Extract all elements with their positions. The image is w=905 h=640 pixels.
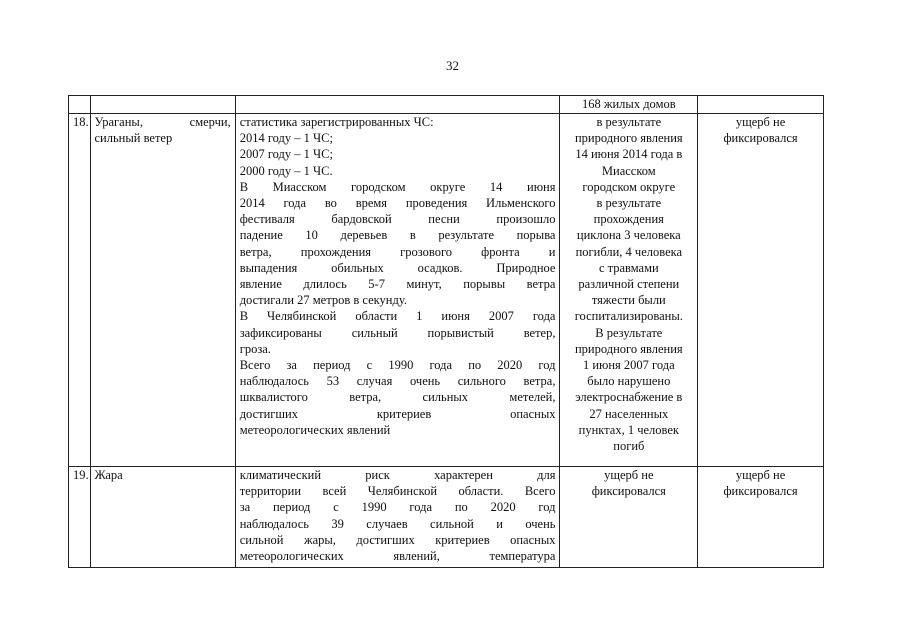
consequence-line: пунктах, 1 человек <box>578 422 679 437</box>
desc-line: за период с 1990 года по 2020 год <box>239 500 556 515</box>
cell-consequences <box>560 467 698 568</box>
cell-description <box>235 467 560 568</box>
desc-line: падение 10 деревьев в результате порыва <box>239 228 556 243</box>
desc-line: 2007 году – 1 ЧС; <box>239 147 333 162</box>
damage-line: фиксировался <box>723 131 798 146</box>
desc-line: достигших критериев опасных <box>239 406 556 421</box>
desc-line: шквалистого ветра, сильных метелей, <box>239 390 556 405</box>
desc-line: климатический риск характерен для <box>239 468 556 482</box>
desc-line: ветра, прохождения грозового фронта и <box>239 244 556 259</box>
consequence-line: в результате <box>596 115 662 129</box>
name-line: сильный ветер <box>94 131 173 146</box>
consequence-line: Миасском <box>601 163 656 178</box>
desc-line: достигали 27 метров в секунду. <box>239 293 407 308</box>
desc-line: наблюдалось 53 случая очень сильного ветра, <box>239 374 556 389</box>
consequence-line: природного явления <box>574 131 683 146</box>
cell-num <box>69 96 91 114</box>
desc-line: территории всей Челябинской области. Всего <box>239 484 556 499</box>
consequence-line: циклона 3 человека <box>576 228 681 243</box>
consequence-line: было нарушено <box>587 374 671 389</box>
consequence-line: в результате <box>596 196 662 211</box>
consequence-line: госпитализированы. <box>574 309 683 324</box>
consequence-line: электроснабжение в <box>575 390 683 405</box>
consequence-line: ущерб не <box>604 468 654 482</box>
desc-line: В Челябинской области 1 июня 2007 года <box>239 309 556 324</box>
desc-line: 2014 году – 1 ЧС; <box>239 131 333 146</box>
cell-description <box>235 96 560 114</box>
desc-line: 2000 году – 1 ЧС. <box>239 163 333 178</box>
consequence-line: В результате <box>595 325 663 340</box>
desc-line: явление длилось 5-7 минут, порывы ветра <box>239 277 556 292</box>
consequence-line: 27 населенных <box>589 406 669 421</box>
damage-line: ущерб не <box>735 468 786 482</box>
cell-damage <box>698 114 824 467</box>
consequence-line: городском округе <box>582 179 676 194</box>
cell-name <box>90 467 235 568</box>
desc-line: наблюдалось 39 случаев сильной и очень <box>239 516 556 531</box>
consequence-line: прохождения <box>593 212 664 227</box>
table-row <box>69 114 824 467</box>
name-line: Жара <box>94 468 123 482</box>
desc-line: В Миасском городском округе 14 июня <box>239 179 556 194</box>
cell-name <box>90 114 235 467</box>
consequence-line: тяжести были <box>591 293 666 308</box>
hazard-table <box>68 95 824 568</box>
consequence-line: природного явления <box>574 341 683 356</box>
desc-line: гроза. <box>239 341 271 356</box>
consequence-line: погиб <box>613 439 645 454</box>
desc-line: фестиваля бардовской песни произошло <box>239 212 556 227</box>
table-row-continuation <box>69 96 824 114</box>
cell-consequences: 168 жилых домов <box>560 96 698 114</box>
cell-description <box>235 114 560 467</box>
cell-consequences <box>560 114 698 467</box>
consequence-line: различной степени <box>578 277 680 292</box>
damage-line: фиксировался <box>723 484 798 499</box>
desc-line: метеорологических явлений <box>239 422 391 437</box>
damage-line: ущерб не <box>735 115 786 129</box>
consequence-line: 1 июня 2007 года <box>582 358 675 373</box>
table-row <box>69 467 824 568</box>
desc-line: зафиксированы сильный порывистый ветер, <box>239 325 556 340</box>
cell-num: 19. <box>69 467 91 568</box>
page-number: 32 <box>446 58 459 73</box>
desc-line: сильной жары, достигших критериев опасных <box>239 532 556 547</box>
desc-line: Всего за период с 1990 года по 2020 год <box>239 358 556 373</box>
consequence-line: фиксировался <box>591 484 666 499</box>
desc-line: метеорологических явлений, температура <box>239 549 556 564</box>
consequence-line: погибли, 4 человека <box>575 244 683 259</box>
cell-name <box>90 96 235 114</box>
cell-num: 18. <box>69 114 91 467</box>
desc-line: 2014 года во время проведения Ильменского <box>239 196 556 211</box>
desc-line: статистика зарегистрированных ЧС: <box>239 115 434 129</box>
cell-damage <box>698 96 824 114</box>
consequence-line: 14 июня 2014 года в <box>575 147 683 162</box>
name-line: Ураганы, смерчи, <box>94 115 231 129</box>
desc-line: выпадения обильных осадков. Природное <box>239 260 556 275</box>
cell-damage <box>698 467 824 568</box>
consequence-line: с травмами <box>598 260 659 275</box>
